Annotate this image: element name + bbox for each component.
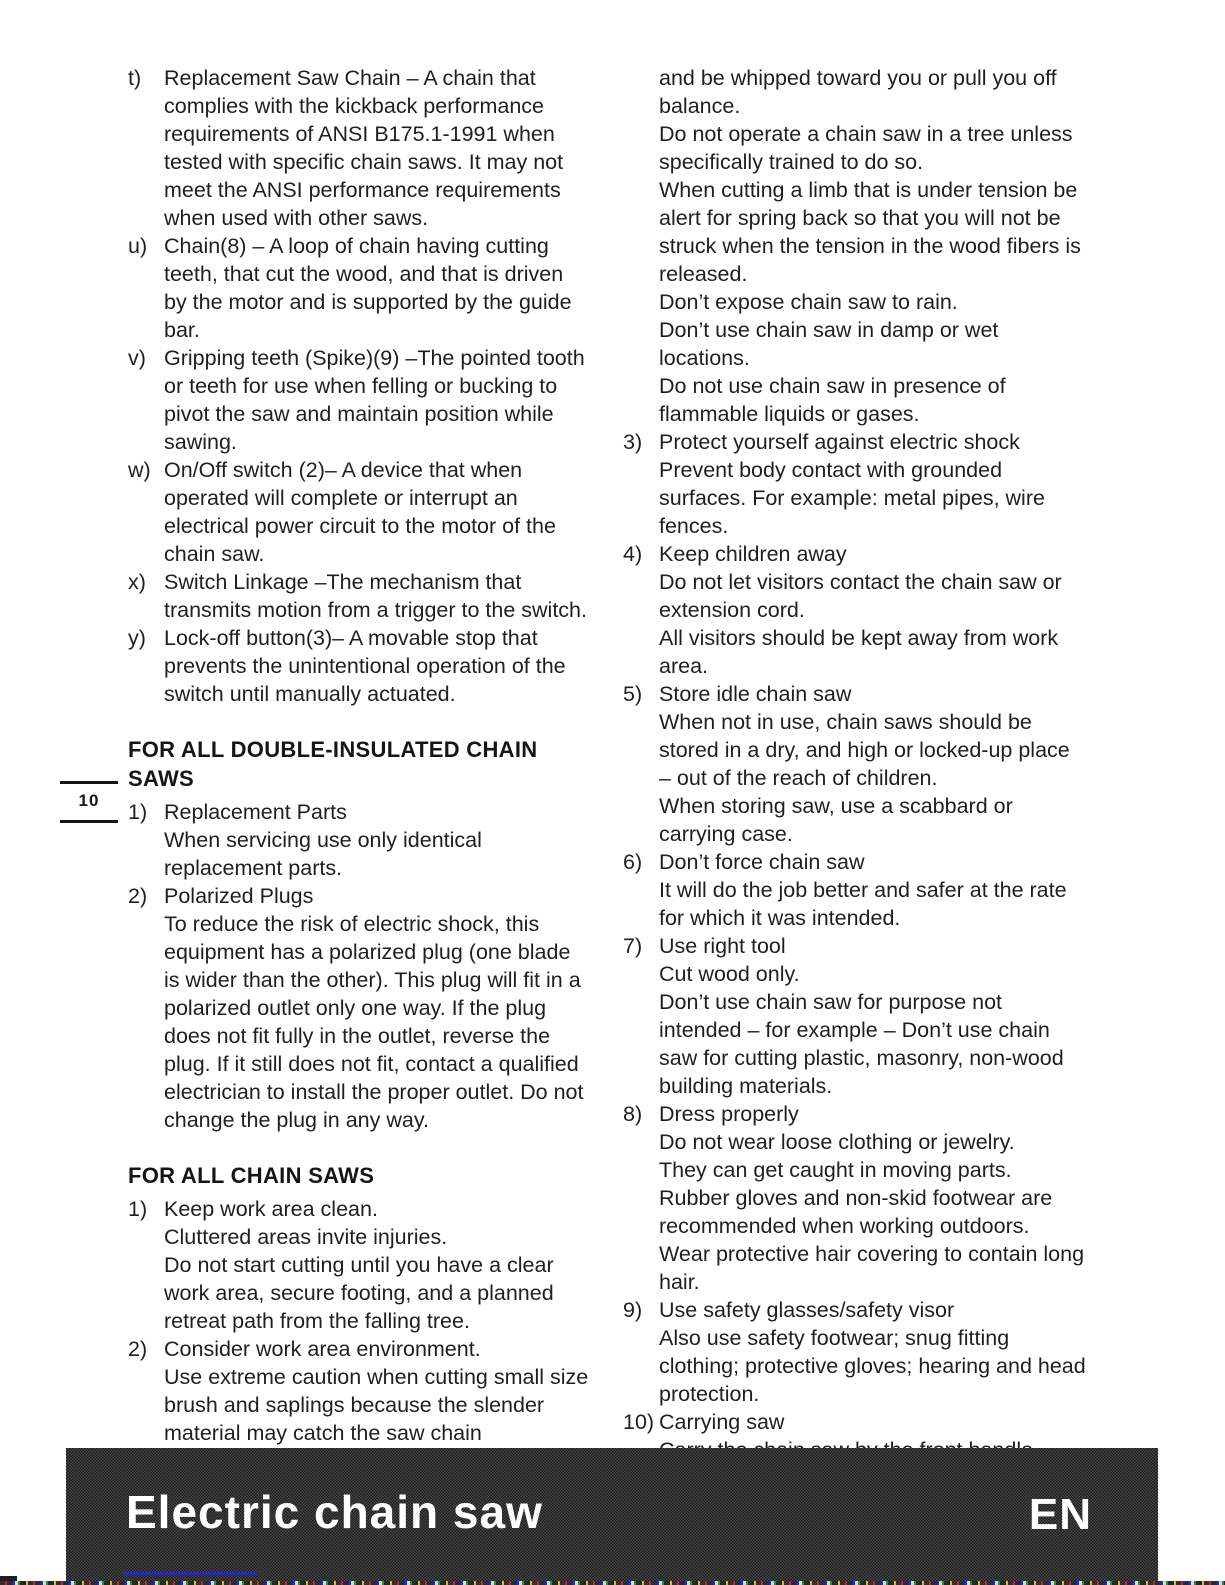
list-item-marker: 10) <box>623 1410 655 1434</box>
list-item-body <box>659 932 1086 1100</box>
paragraph: To reduce the risk of electric shock, this equipment has a polarized plug (one blade is wider than the other). This plug will fit in a polarized outlet only one way. If the plug does not fit fully in the outlet, reverse the plug. If it still does not fit, contact a qualified electrician to install the proper outlet. Do not change the plug in any way. <box>164 912 584 1132</box>
paragraph: Don’t force chain saw <box>659 850 865 874</box>
paragraph: Do not operate a chain saw in a tree unless specifically trained to do so. <box>659 122 1073 174</box>
paragraph: Chain(8) – A loop of chain having cutting teeth, that cut the wood, and that is driven by the motor and is supported by the guide bar. <box>164 234 572 342</box>
list-item <box>128 1195 591 1335</box>
list-item-marker: 6) <box>623 850 643 874</box>
paragraph: Prevent body contact with grounded surfaces. For example: metal pipes, wire fences. <box>659 458 1045 538</box>
list-item <box>128 64 591 232</box>
paragraph: Use extreme caution when cutting small size brush and saplings because the slender material may catch the saw chain <box>164 1365 589 1445</box>
list-item <box>128 624 591 708</box>
paragraph: It will do the job better and safer at the rate for which it was intended. <box>659 878 1067 930</box>
list-item <box>128 882 591 1134</box>
paragraph: Cut wood only. <box>659 962 800 986</box>
list-item-body <box>659 428 1086 540</box>
paragraph: Don’t use chain saw in damp or wet locations. <box>659 318 999 370</box>
paragraph: Keep work area clean. <box>164 1197 378 1221</box>
list-item-body <box>164 1335 591 1447</box>
list-item-marker: 9) <box>623 1298 643 1322</box>
paragraph: Do not wear loose clothing or jewelry. <box>659 1130 1015 1154</box>
list-item <box>623 848 1086 932</box>
list-item <box>623 1296 1086 1408</box>
list-item <box>623 428 1086 540</box>
list-item-marker: t) <box>128 66 142 90</box>
list-item-body <box>659 540 1086 680</box>
continuation-block <box>623 64 1086 428</box>
list-item <box>623 1100 1086 1296</box>
list-item-marker: 8) <box>623 1102 643 1126</box>
list-item-body <box>164 232 591 344</box>
paragraph: Replacement Saw Chain – A chain that complies with the kickback performance requirements of ANSI B175.1-1991 when tested with specific chain saws. It may not meet the ANSI performance requirements when used with other saws. <box>164 66 564 230</box>
footer-banner <box>66 1448 1158 1581</box>
list-item-body <box>164 344 591 456</box>
paragraph: Carrying saw <box>659 1410 785 1434</box>
list-item-marker: 5) <box>623 682 643 706</box>
paragraph: Also use safety footwear; snug fitting clothing; protective gloves; hearing and head protection. <box>659 1326 1086 1406</box>
paragraph: Store idle chain saw <box>659 682 852 706</box>
right-column <box>623 64 1086 1464</box>
list-item-body <box>659 1100 1086 1296</box>
list-item-marker: v) <box>128 346 146 370</box>
paragraph: When storing saw, use a scabbard or carrying case. <box>659 794 1013 846</box>
footer-title: Electric chain saw <box>126 1485 543 1538</box>
paragraph: All visitors should be kept away from work area. <box>659 626 1059 678</box>
paragraph: Lock-off button(3)– A movable stop that prevents the unintentional operation of the switch until manually actuated. <box>164 626 566 706</box>
list-item-marker: u) <box>128 234 148 258</box>
list-item-body <box>659 1296 1086 1408</box>
list-item-body <box>659 680 1086 848</box>
section-heading: FOR ALL CHAIN SAWS <box>128 1163 375 1188</box>
list-item <box>623 932 1086 1100</box>
list-item-marker: 2) <box>128 1337 148 1361</box>
list-item-marker: 1) <box>128 1197 148 1221</box>
list-item <box>128 1335 591 1447</box>
paragraph: Don’t use chain saw for purpose not intended – for example – Don’t use chain saw for cutting plastic, masonry, non-wood building materials. <box>659 990 1064 1098</box>
paragraph: They can get caught in moving parts. <box>659 1158 1012 1182</box>
page-number-box <box>60 781 118 823</box>
left-column <box>128 64 591 1447</box>
paragraph: Keep children away <box>659 542 847 566</box>
paragraph: Dress properly <box>659 1102 799 1126</box>
paragraph: When cutting a limb that is under tension be alert for spring back so that you will not be struck when the tension in the wood fibers is released. <box>659 178 1081 286</box>
paragraph: Consider work area environment. <box>164 1337 481 1361</box>
list-item <box>128 232 591 344</box>
list-item <box>128 456 591 568</box>
list-item-body <box>164 64 591 232</box>
list-item-body <box>164 568 591 624</box>
paragraph: Don’t expose chain saw to rain. <box>659 290 958 314</box>
paragraph: Protect yourself against electric shock <box>659 430 1020 454</box>
paragraph: Rubber gloves and non-skid footwear are recommended when working outdoors. <box>659 1186 1053 1238</box>
list-item-marker: 3) <box>623 430 643 454</box>
paragraph: On/Off switch (2)– A device that when operated will complete or interrupt an electrical power circuit to the motor of the chain saw. <box>164 458 556 566</box>
paragraph: Use safety glasses/safety visor <box>659 1298 955 1322</box>
list-item <box>623 680 1086 848</box>
paragraph: When servicing use only identical replacement parts. <box>164 828 482 880</box>
paragraph: Use right tool <box>659 934 786 958</box>
list-item <box>623 540 1086 680</box>
page-number: 10 <box>78 791 100 810</box>
list-item-body <box>164 882 591 1134</box>
paragraph: and be whipped toward you or pull you off balance. <box>659 66 1057 118</box>
list-item-marker: x) <box>128 570 146 594</box>
list-item-body <box>659 848 1086 932</box>
list-item-body <box>659 64 1086 428</box>
footer-underline-mark <box>124 1572 257 1575</box>
paragraph: Gripping teeth (Spike)(9) –The pointed tooth or teeth for use when felling or bucking to pivot the saw and maintain position while sawing. <box>164 346 585 454</box>
list-item-body <box>164 624 591 708</box>
paragraph: When not in use, chain saws should be stored in a dry, and high or locked-up place – out of the reach of children. <box>659 710 1070 790</box>
list-item <box>128 568 591 624</box>
list-item <box>128 344 591 456</box>
language-badge: EN <box>1028 1489 1092 1539</box>
list-item-marker: 2) <box>128 884 148 908</box>
paragraph: Switch Linkage –The mechanism that transmits motion from a trigger to the switch. <box>164 570 587 622</box>
list-item <box>128 798 591 882</box>
paragraph: Cluttered areas invite injuries. <box>164 1225 448 1249</box>
paragraph: Polarized Plugs <box>164 884 314 908</box>
scan-artifact-stripe <box>0 1581 1225 1585</box>
list-item-marker: w) <box>128 458 151 482</box>
list-item-body <box>164 798 591 882</box>
list-item-body <box>164 456 591 568</box>
paragraph: Do not let visitors contact the chain saw or extension cord. <box>659 570 1062 622</box>
paragraph: Replacement Parts <box>164 800 347 824</box>
list-item-marker: 1) <box>128 800 148 824</box>
paragraph: Do not start cutting until you have a clear work area, secure footing, and a planned retreat path from the falling tree. <box>164 1253 554 1333</box>
list-item-marker: 4) <box>623 542 643 566</box>
list-item-marker: 7) <box>623 934 643 958</box>
section-heading: FOR ALL DOUBLE-INSULATED CHAIN SAWS <box>128 737 538 791</box>
paragraph: Do not use chain saw in presence of flammable liquids or gases. <box>659 374 1006 426</box>
list-item-marker: y) <box>128 626 146 650</box>
paragraph: Wear protective hair covering to contain long hair. <box>659 1242 1085 1294</box>
list-item-body <box>164 1195 591 1335</box>
